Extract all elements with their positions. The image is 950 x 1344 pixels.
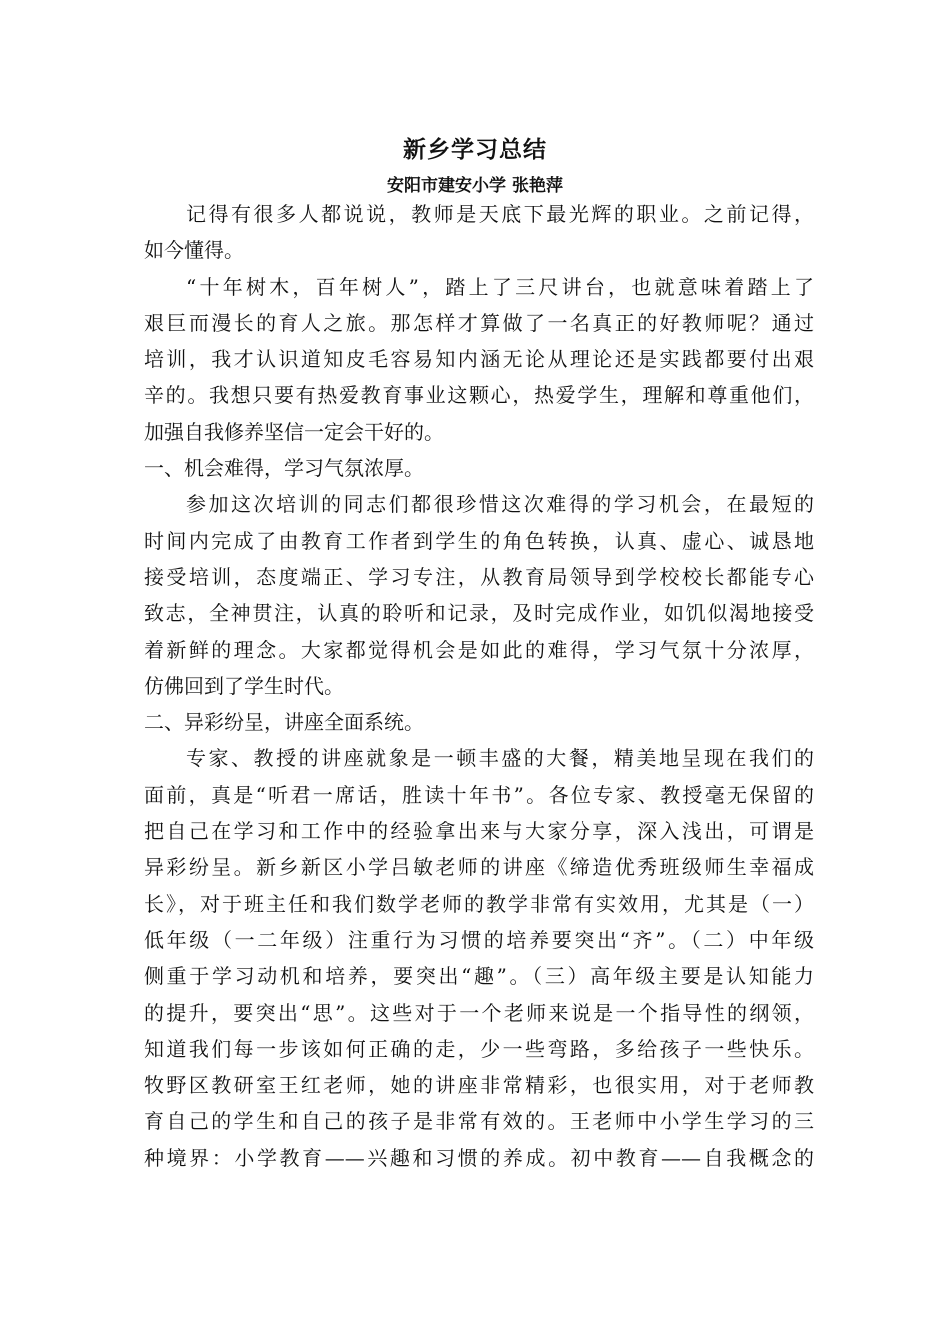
document-title: 新乡学习总结 (403, 136, 547, 163)
document-body (144, 196, 814, 1176)
document-author: 安阳市建安小学 张艳萍 (387, 176, 563, 196)
section-heading: 一、机会难得，学习气氛浓厚。 (144, 456, 424, 481)
paragraph-line: 把自己在学习和工作中的经验拿出来与大家分享，深入浅出，可谓是 (144, 819, 814, 844)
paragraph-line: 艰巨而漫长的育人之旅。那怎样才算做了一名真正的好教师呢？通过 (144, 310, 814, 335)
paragraph-line: 致志，全神贯注，认真的聆听和记录，及时完成作业，如饥似渴地接受 (144, 601, 814, 626)
paragraph-line: 育自己的学生和自己的孩子是非常有效的。王老师中小学生学习的三 (144, 1109, 814, 1134)
paragraph-line: 仿佛回到了学生时代。 (144, 673, 344, 698)
paragraph-line: 培训，我才认识道知皮毛容易知内涵无论从理论还是实践都要付出艰 (144, 347, 814, 372)
paragraph-line: 侧重于学习动机和培养，要突出“趣”。（三）高年级主要是认知能力 (144, 964, 814, 989)
section-heading: 二、异彩纷呈，讲座全面系统。 (144, 710, 424, 735)
paragraph-line: 牧野区教研室王红老师，她的讲座非常精彩，也很实用，对于老师教 (144, 1073, 814, 1098)
paragraph-line: 着新鲜的理念。大家都觉得机会是如此的难得，学习气氛十分浓厚， (144, 637, 814, 662)
paragraph-line: “十年树木，百年树人”，踏上了三尺讲台，也就意味着踏上了 (186, 274, 814, 299)
paragraph-line: 接受培训，态度端正、学习专注，从教育局领导到学校校长都能专心 (144, 564, 814, 589)
paragraph-line: 种境界：小学教育——兴趣和习惯的养成。初中教育——自我概念的 (144, 1145, 814, 1170)
paragraph-line: 加强自我修养坚信一定会干好的。 (144, 419, 444, 444)
paragraph-line: 知道我们每一步该如何正确的走，少一些弯路，多给孩子一些快乐。 (144, 1036, 814, 1061)
paragraph-line: 时间内完成了由教育工作者到学生的角色转换，认真、虚心、诚恳地 (144, 528, 814, 553)
paragraph-line: 的提升，要突出“思”。这些对于一个老师来说是一个指导性的纲领， (144, 1000, 814, 1025)
paragraph-line: 专家、教授的讲座就象是一顿丰盛的大餐，精美地呈现在我们的 (186, 746, 814, 771)
paragraph-line: 低年级（一二年级）注重行为习惯的培养要突出“齐”。（二）中年级 (144, 927, 814, 952)
paragraph-line: 辛的。我想只要有热爱教育事业这颗心，热爱学生，理解和尊重他们， (144, 383, 814, 408)
paragraph-line: 面前，真是“听君一席话，胜读十年书”。各位专家、教授毫无保留的 (144, 782, 814, 807)
paragraph-line: 参加这次培训的同志们都很珍惜这次难得的学习机会，在最短的 (186, 492, 814, 517)
paragraph-line: 如今懂得。 (144, 238, 244, 263)
paragraph-line: 长》，对于班主任和我们数学老师的教学非常有实效用，尤其是（一） (144, 891, 814, 916)
paragraph-line: 异彩纷呈。新乡新区小学吕敏老师的讲座《缔造优秀班级师生幸福成 (144, 855, 814, 880)
paragraph-line: 记得有很多人都说说，教师是天底下最光辉的职业。之前记得， (186, 202, 814, 226)
